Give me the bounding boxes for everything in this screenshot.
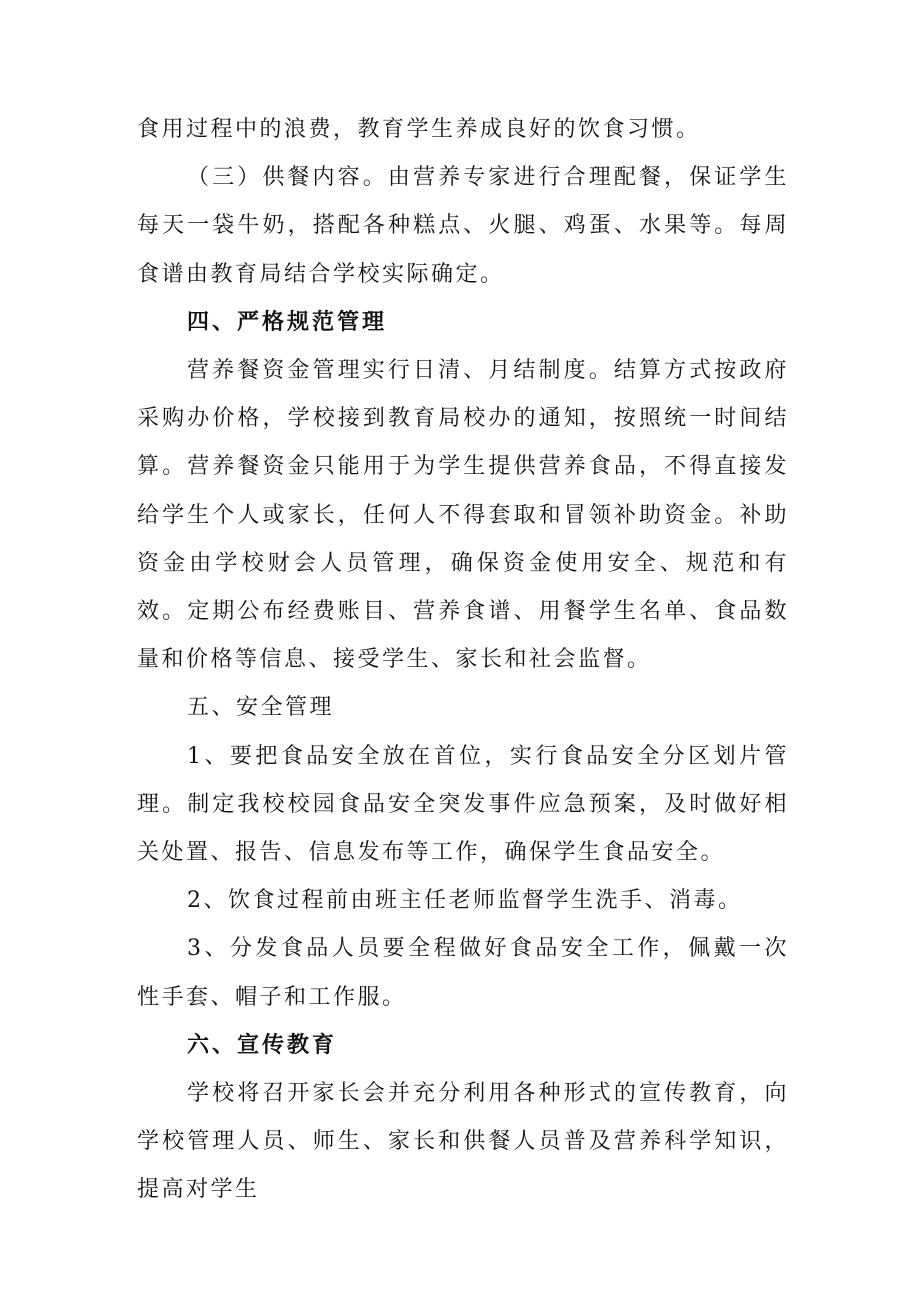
paragraph-publicity: 学校将召开家长会并充分利用各种形式的宣传教育，向学校管理人员、师生、家长和供餐人员普及营养科学知识，提高对学生 bbox=[137, 1081, 789, 1203]
section-heading-publicity: 六、宣传教育 bbox=[187, 1032, 338, 1058]
paragraph-safety-item-2: 2、饮食过程前由班主任老师监督学生洗手、消毒。 bbox=[187, 888, 743, 914]
paragraph-continued: 食用过程中的浪费，教育学生养成良好的饮食习惯。 bbox=[137, 117, 701, 142]
section-heading-management: 四、严格规范管理 bbox=[187, 309, 388, 335]
section-heading-safety: 五、安全管理 bbox=[187, 695, 335, 721]
paragraph-safety-item-1: 1、要把食品安全放在首位，实行食品安全分区划片管理。制定我校校园食品安全突发事件应急预案，及时做好相关处置、报告、信息发布等工作，确保学生食品安全。 bbox=[137, 743, 789, 866]
paragraph-fund-management: 营养餐资金管理实行日清、月结制度。结算方式按政府采购办价格，学校接到教育局校办的通知，按照统一时间结算。营养餐资金只能用于为学生提供营养食品，不得直接发给学生个人或家长，任何人不得套取和冒领补助资金。补助资金由学校财会人员管理，确保资金使用安全、规范和有效。定期公布经费账目、营养食谱、用餐学生名单、食品数量和价格等信息、接受学生、家长和社会监督。 bbox=[137, 358, 789, 673]
document-body bbox=[137, 106, 789, 1215]
paragraph-supply-content: （三）供餐内容。由营养专家进行合理配餐，保证学生每天一袋牛奶，搭配各种糕点、火腿、鸡蛋、水果等。每周食谱由教育局结合学校实际确定。 bbox=[137, 165, 789, 287]
paragraph-safety-item-3: 3、分发食品人员要全程做好食品安全工作，佩戴一次性手套、帽子和工作服。 bbox=[137, 936, 789, 1010]
